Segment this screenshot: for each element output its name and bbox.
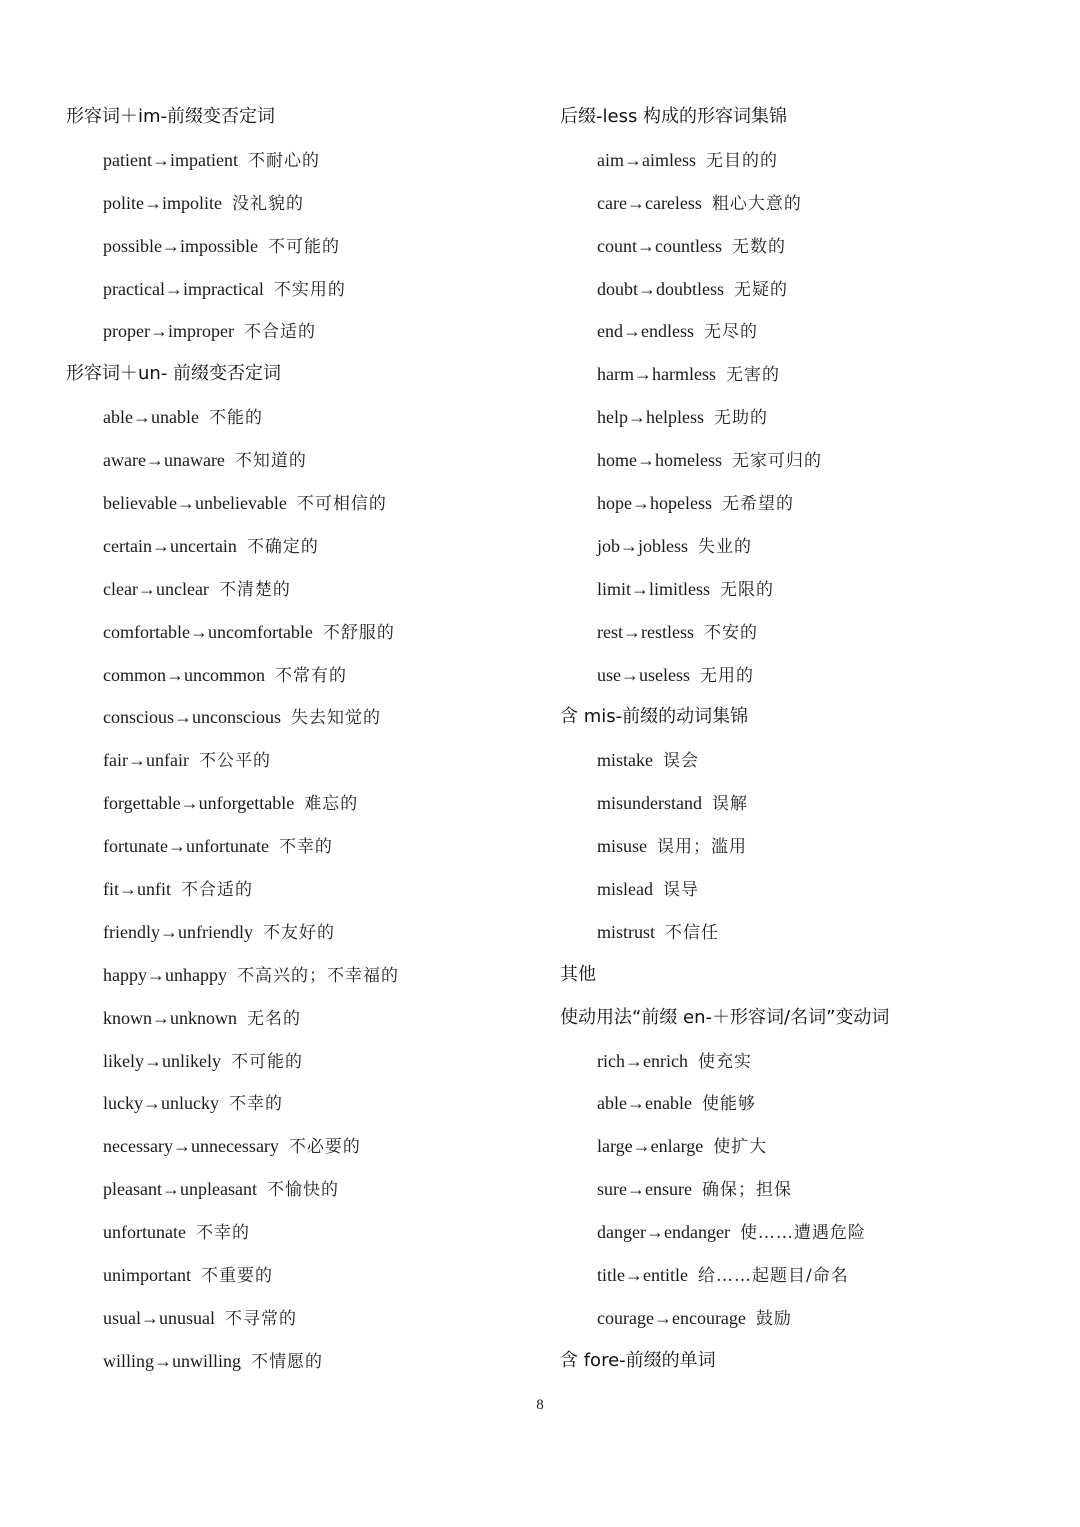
vocab-word: harm→harmless: [597, 364, 716, 385]
vocab-meaning: 不幸的: [278, 837, 333, 858]
vocab-entry: [66, 1168, 536, 1211]
vocab-word: unimportant: [103, 1265, 191, 1286]
vocab-entry: [66, 696, 536, 739]
vocab-entry: [66, 439, 536, 482]
vocab-word: pleasant→unpleasant: [103, 1179, 257, 1200]
vocab-entry: [560, 739, 1040, 782]
vocab-word: patient→impatient: [103, 149, 238, 170]
vocab-meaning: 不常有的: [274, 665, 347, 686]
vocab-entry: [66, 954, 536, 997]
vocab-entry: [66, 825, 536, 868]
vocab-meaning: 不必要的: [288, 1137, 361, 1158]
vocab-word: fortunate→unfortunate: [103, 836, 269, 857]
vocab-entry: [560, 868, 1040, 911]
vocab-entry: [560, 1297, 1040, 1340]
vocab-meaning: 误用；滥用: [657, 837, 748, 858]
vocab-entry: [66, 1082, 536, 1125]
vocab-meaning: 不愉快的: [266, 1180, 339, 1201]
vocab-word: limit→limitless: [597, 578, 711, 599]
vocab-entry: [560, 825, 1040, 868]
vocab-meaning: 无限的: [720, 579, 775, 600]
vocab-word: fit→unfit: [103, 879, 171, 900]
vocab-entry: [560, 1082, 1040, 1125]
page-number: 8: [536, 1397, 544, 1413]
vocab-entry: [560, 353, 1040, 396]
vocab-meaning: 使能够: [701, 1094, 756, 1115]
vocab-entry: [560, 439, 1040, 482]
vocab-word: polite→impolite: [103, 192, 222, 213]
vocab-entry: [560, 568, 1040, 611]
vocab-word: believable→unbelievable: [103, 493, 287, 514]
vocab-word: misuse: [597, 836, 648, 857]
vocab-meaning: 不实用的: [273, 279, 346, 300]
vocab-entry: [66, 654, 536, 697]
vocab-entry: [66, 911, 536, 954]
vocab-word: hope→hopeless: [597, 493, 712, 514]
vocab-entry: [560, 1125, 1040, 1168]
vocab-word: aim→aimless: [597, 149, 696, 170]
vocab-meaning: 不清楚的: [218, 579, 291, 600]
vocab-meaning: 无希望的: [721, 494, 794, 515]
vocab-meaning: 使扩大: [713, 1137, 768, 1158]
vocab-meaning: 不情愿的: [251, 1351, 324, 1372]
vocab-meaning: 不友好的: [262, 922, 335, 943]
vocab-meaning: 失去知觉的: [290, 708, 381, 729]
vocab-meaning: 不幸的: [195, 1223, 250, 1244]
vocab-word: certain→uncertain: [103, 535, 237, 556]
vocab-entry: [560, 911, 1040, 954]
vocab-meaning: 确保；担保: [701, 1180, 792, 1201]
vocab-meaning: 无家可归的: [731, 451, 822, 472]
vocab-word: able→unable: [103, 407, 199, 428]
vocab-word: conscious→unconscious: [103, 707, 281, 728]
vocab-word: home→homeless: [597, 450, 722, 471]
vocab-word: possible→impossible: [103, 235, 259, 256]
vocab-meaning: 不知道的: [234, 451, 307, 472]
vocab-word: mistrust: [597, 921, 656, 942]
vocab-meaning: 无害的: [725, 365, 780, 386]
vocab-entry: [560, 310, 1040, 353]
vocab-word: misunderstand: [597, 793, 702, 814]
vocab-word: care→careless: [597, 192, 702, 213]
vocab-entry: [560, 611, 1040, 654]
vocab-entry: [560, 1254, 1040, 1297]
right-column: [560, 96, 1040, 1383]
vocab-word: sure→ensure: [597, 1179, 692, 1200]
vocab-meaning: 不可能的: [268, 236, 341, 257]
vocab-meaning: 不确定的: [246, 536, 319, 557]
vocab-meaning: 不幸的: [228, 1094, 283, 1115]
section-heading: 使动用法“前缀 en-＋形容词/名词”变动词: [560, 1006, 890, 1028]
vocab-meaning: 无数的: [731, 236, 786, 257]
vocab-word: unfortunate: [103, 1222, 186, 1243]
vocab-entry: [560, 139, 1040, 182]
vocab-entry: [66, 525, 536, 568]
section-heading: 后缀-less 构成的形容词集锦: [560, 106, 788, 127]
vocab-word: forgettable→unforgettable: [103, 793, 295, 814]
vocab-meaning: 无目的的: [705, 150, 778, 171]
vocab-word: willing→unwilling: [103, 1350, 242, 1371]
vocab-word: friendly→unfriendly: [103, 921, 253, 942]
vocab-word: title→entitle: [597, 1265, 688, 1286]
vocab-meaning: 粗心大意的: [711, 193, 802, 214]
vocab-word: aware→unaware: [103, 450, 225, 471]
vocab-word: lucky→unlucky: [103, 1093, 219, 1114]
section-heading: 其他: [560, 963, 596, 985]
vocab-meaning: 使……遭遇危险: [739, 1223, 866, 1244]
vocab-meaning: 使充实: [697, 1051, 752, 1072]
vocab-word: happy→unhappy: [103, 964, 227, 985]
vocab-meaning: 不可相信的: [296, 494, 387, 515]
vocab-meaning: 不能的: [208, 408, 263, 429]
vocab-word: large→enlarge: [597, 1136, 704, 1157]
vocab-meaning: 误会: [663, 751, 699, 772]
vocab-entry: [66, 396, 536, 439]
vocab-word: end→endless: [597, 321, 694, 342]
vocab-meaning: 无疑的: [734, 279, 789, 300]
vocab-word: comfortable→uncomfortable: [103, 621, 313, 642]
vocab-meaning: 无助的: [713, 408, 768, 429]
vocab-entry: [66, 139, 536, 182]
vocab-entry: [560, 1211, 1040, 1254]
vocab-entry: [560, 525, 1040, 568]
vocab-meaning: 不可能的: [230, 1051, 303, 1072]
vocab-meaning: 难忘的: [304, 794, 359, 815]
vocab-entry: [66, 268, 536, 311]
vocab-word: help→helpless: [597, 407, 704, 428]
vocab-entry: [560, 482, 1040, 525]
vocab-meaning: 不合适的: [243, 322, 316, 343]
vocab-entry: [66, 1297, 536, 1340]
vocab-entry: [66, 225, 536, 268]
vocab-word: rest→restless: [597, 621, 694, 642]
section-heading: 形容词＋im-前缀变否定词: [66, 106, 276, 127]
vocab-entry: [560, 182, 1040, 225]
vocab-meaning: 不耐心的: [247, 150, 320, 171]
vocab-word: necessary→unnecessary: [103, 1136, 279, 1157]
vocab-meaning: 无尽的: [703, 322, 758, 343]
section-heading: 含 fore-前缀的单词: [560, 1349, 716, 1371]
vocab-entry: [66, 568, 536, 611]
vocab-word: practical→impractical: [103, 278, 264, 299]
vocab-word: count→countless: [597, 235, 722, 256]
vocab-entry: [560, 225, 1040, 268]
vocab-word: doubt→doubtless: [597, 278, 725, 299]
vocab-word: known→unknown: [103, 1007, 237, 1028]
vocab-entry: [560, 782, 1040, 825]
vocab-meaning: 不重要的: [201, 1266, 273, 1287]
vocab-entry: [560, 268, 1040, 311]
vocab-meaning: 没礼貌的: [232, 193, 304, 214]
vocab-meaning: 误解: [712, 794, 748, 815]
vocab-meaning: 不公平的: [198, 751, 271, 772]
vocab-meaning: 无名的: [247, 1008, 301, 1029]
vocab-entry: [66, 997, 536, 1040]
vocab-word: mislead: [597, 879, 653, 900]
vocab-word: use→useless: [597, 664, 690, 685]
vocab-meaning: 误导: [663, 880, 699, 901]
vocab-meaning: 不安的: [703, 622, 758, 643]
vocab-word: able→enable: [597, 1093, 692, 1114]
vocab-entry: [66, 782, 536, 825]
vocab-word: usual→unusual: [103, 1307, 215, 1328]
vocab-word: fair→unfair: [103, 750, 189, 771]
vocab-word: common→uncommon: [103, 664, 265, 685]
vocab-meaning: 不高兴的；不幸福的: [236, 965, 399, 986]
vocab-entry: [66, 611, 536, 654]
vocab-meaning: 不合适的: [181, 880, 253, 901]
vocab-entry: [66, 739, 536, 782]
vocab-entry: [66, 482, 536, 525]
vocab-entry: [66, 1125, 536, 1168]
vocab-entry: [66, 868, 536, 911]
vocab-entry: [66, 182, 536, 225]
vocab-entry: [560, 1168, 1040, 1211]
vocab-entry: [66, 1254, 536, 1297]
vocab-meaning: 失业的: [698, 536, 753, 557]
vocab-meaning: 不寻常的: [225, 1308, 297, 1329]
vocab-meaning: 不信任: [665, 922, 720, 943]
section-heading: 含 mis-前缀的动词集锦: [560, 706, 749, 728]
vocab-entry: [66, 1211, 536, 1254]
vocab-word: proper→improper: [103, 321, 234, 342]
vocab-word: danger→endanger: [597, 1222, 730, 1243]
vocab-entry: [560, 654, 1040, 697]
vocab-meaning: 无用的: [700, 665, 754, 686]
vocab-entry: [560, 396, 1040, 439]
left-column: [66, 96, 536, 1383]
vocab-meaning: 鼓励: [755, 1308, 792, 1329]
vocab-meaning: 给……起题目/命名: [697, 1266, 849, 1287]
vocab-word: courage→encourage: [597, 1307, 746, 1328]
vocab-word: mistake: [597, 750, 653, 771]
section-heading: 形容词＋un- 前缀变否定词: [66, 363, 282, 385]
vocab-entry: [66, 310, 536, 353]
vocab-entry: [66, 1340, 536, 1383]
vocab-word: rich→enrich: [597, 1050, 688, 1071]
vocab-word: likely→unlikely: [103, 1050, 221, 1071]
vocab-entry: [560, 1040, 1040, 1083]
vocab-meaning: 不舒服的: [322, 622, 395, 643]
vocab-entry: [66, 1040, 536, 1083]
vocab-word: job→jobless: [597, 535, 689, 556]
vocab-word: clear→unclear: [103, 578, 209, 599]
